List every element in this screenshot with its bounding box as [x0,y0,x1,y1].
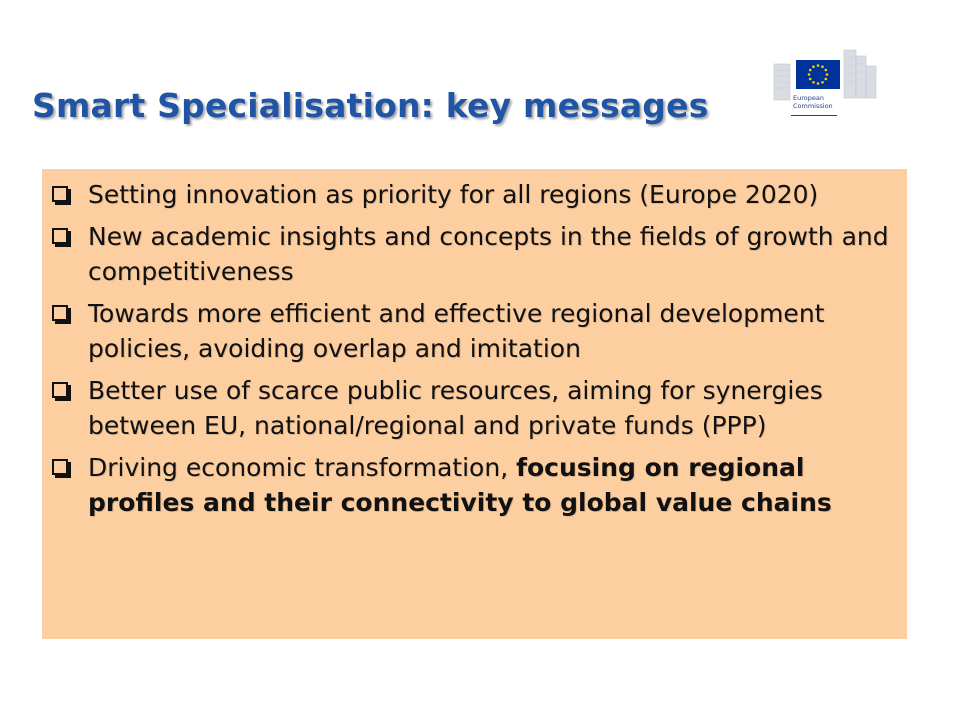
bullet-item [50,177,895,212]
key-messages-panel [42,169,907,639]
logo-text [793,94,833,110]
checkbox-square-icon [52,186,68,202]
bullet-text: Setting innovation as priority for all regions (Europe 2020) [88,180,819,209]
checkbox-square-icon [52,228,68,244]
checkbox-square-icon [52,459,68,475]
slide-title: Smart Specialisation: key messages [32,86,709,125]
checkbox-square-icon [52,382,68,398]
checkbox-square-icon [52,305,68,321]
bullet-text: Towards more efficient and effective regional development policies, avoiding overlap and imitation [88,299,825,363]
eu-flag-icon [796,60,840,89]
bullet-item [50,450,895,520]
logo-text-line1: European [793,94,824,102]
bullet-item [50,219,895,289]
european-commission-logo [770,44,882,122]
bullet-text: Better use of scarce public resources, aiming for synergies between EU, national/regional and private funds (PPP) [88,376,823,440]
bullet-text: New academic insights and concepts in the fields of growth and competitiveness [88,222,889,286]
logo-text-line2: Commission [793,102,833,110]
logo-divider [791,115,837,116]
bullet-item [50,373,895,443]
bullet-text-bold: focusing on regional profiles and their connectivity to global value chains [88,453,832,517]
bullet-text: Driving economic transformation, [88,453,517,482]
bullet-item [50,296,895,366]
bullet-list [50,177,895,527]
